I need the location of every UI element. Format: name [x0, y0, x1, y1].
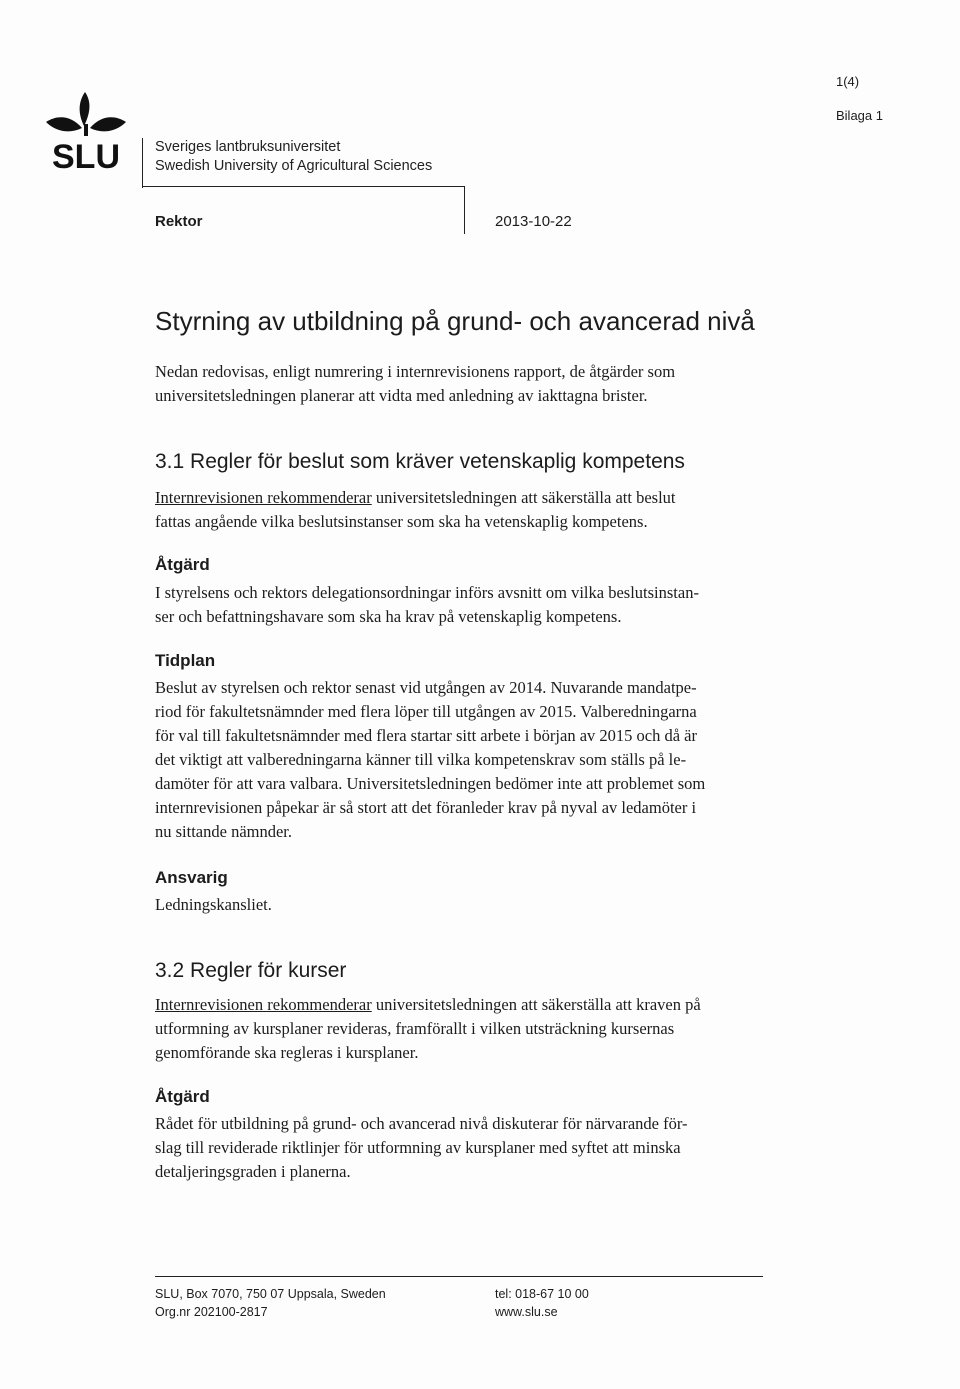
section-3-1-timeline-text: [155, 676, 765, 844]
slu-logo: [38, 88, 134, 180]
document-role: Rektor: [155, 213, 203, 230]
footer-divider: [155, 1276, 763, 1277]
footer-website: www.slu.se: [495, 1305, 558, 1319]
intro-line: universitetsledningen planerar att vidta med anledning av iakttagna brister.: [155, 386, 648, 405]
section-3-1-action-text: [155, 581, 765, 629]
action-line: detaljeringsgraden i planerna.: [155, 1162, 351, 1181]
recommendation-line: utformning av kursplaner revideras, framförallt i vilken utsträckning kursernas: [155, 1019, 675, 1038]
timeline-line: damöter för att vara valbara. Universitetsledningen bedömer inte att problemet som: [155, 774, 706, 793]
action-line: ser och befattningshavare som ska ha krav på vetenskaplig kompetens.: [155, 607, 622, 626]
timeline-line: för val till fakultetsnämnder med flera startar sitt arbete i början av 2015 och då är: [155, 726, 698, 745]
document-title: Styrning av utbildning på grund- och avancerad nivå: [155, 306, 755, 336]
document-date: 2013-10-22: [495, 213, 572, 230]
action-line: slag till reviderade riktlinjer för utformning av kursplaner med syftet att minska: [155, 1138, 681, 1157]
footer-phone: tel: 018-67 10 00: [495, 1287, 589, 1301]
recommendation-text: universitetsledningen att säkerställa att beslut: [371, 488, 676, 507]
footer-contact-block: [495, 1285, 589, 1321]
header-divider: [142, 186, 464, 187]
header-vertical-divider: [464, 186, 465, 234]
recommendation-lead: Internrevisionen rekommenderar: [155, 995, 372, 1014]
recommendation-lead: Internrevisionen rekommenderar: [155, 488, 372, 507]
section-3-2-action-text: [155, 1112, 765, 1184]
recommendation-line: genomförande ska regleras i kursplaner.: [155, 1043, 419, 1062]
organisation-block: [142, 138, 432, 188]
org-name-english: Swedish University of Agricultural Sciences: [155, 158, 433, 174]
section-heading-3-2: 3.2 Regler för kurser: [155, 959, 347, 982]
section-3-1-responsible-text: Ledningskansliet.: [155, 895, 272, 914]
section-3-1-action-heading: Åtgärd: [155, 555, 210, 574]
slu-plant-emblem-icon: [38, 88, 134, 180]
section-3-2-recommendation: [155, 993, 765, 1065]
action-line: I styrelsens och rektors delegationsordningar införs avsnitt om vilka beslutsinstan-: [155, 583, 699, 602]
intro-paragraph: [155, 360, 765, 408]
logo-text: SLU: [52, 138, 120, 176]
action-line: Rådet för utbildning på grund- och avancerad nivå diskuterar för närvarande för-: [155, 1114, 688, 1133]
section-3-1-recommendation: [155, 486, 765, 534]
timeline-line: nu sittande nämnder.: [155, 822, 293, 841]
section-heading-3-1: 3.1 Regler för beslut som kräver vetenskaplig kompetens: [155, 450, 685, 473]
recommendation-text: universitetsledningen att säkerställa att kraven på: [371, 995, 701, 1014]
footer-address-block: [155, 1285, 386, 1321]
timeline-line: Beslut av styrelsen och rektor senast vid utgången av 2014. Nuvarande mandatpe-: [155, 678, 697, 697]
section-3-1-timeline-heading: Tidplan: [155, 651, 216, 670]
page-number: 1(4): [836, 74, 860, 89]
recommendation-line: fattas angående vilka beslutsinstanser som ska ha vetenskaplig kompetens.: [155, 512, 648, 531]
attachment-label: Bilaga 1: [836, 108, 883, 123]
footer-org-number: Org.nr 202100-2817: [155, 1305, 268, 1319]
section-3-2-action-heading: Åtgärd: [155, 1087, 210, 1106]
timeline-line: internrevisionen påpekar är så stort att det föranleder krav på nyval av ledamöter i: [155, 798, 697, 817]
timeline-line: det viktigt att valberedningarna känner till vilka kompetenskrav som ställs på le-: [155, 750, 687, 769]
timeline-line: riod för fakultetsnämnder med flera löper till utgången av 2015. Valberedningarna: [155, 702, 697, 721]
section-3-1-responsible-heading: Ansvarig: [155, 868, 228, 887]
intro-line: Nedan redovisas, enligt numrering i internrevisionens rapport, de åtgärder som: [155, 362, 676, 381]
org-name-swedish: Sveriges lantbruksuniversitet: [155, 139, 341, 155]
footer-address: SLU, Box 7070, 750 07 Uppsala, Sweden: [155, 1287, 386, 1301]
